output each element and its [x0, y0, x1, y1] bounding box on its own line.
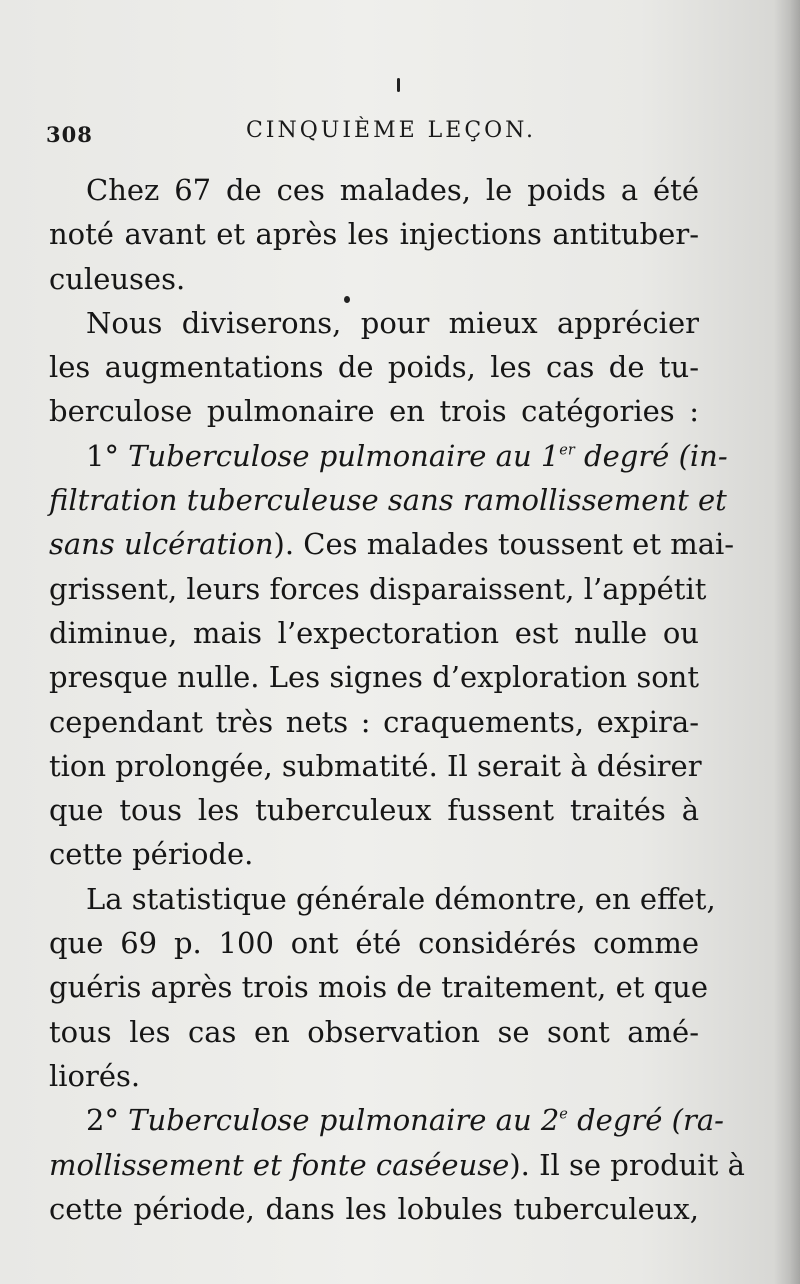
superscript-text: er — [559, 442, 575, 459]
roman-text: diminue, mais l’expectoration est nulle ou — [49, 615, 699, 650]
page-edge-shadow — [774, 0, 800, 1284]
text-line — [49, 434, 728, 478]
text-line — [49, 168, 699, 212]
text-line — [49, 567, 707, 611]
roman-text: guéris après trois mois de traitement, et que — [49, 970, 709, 1005]
roman-text: liorés. — [49, 1058, 141, 1093]
text-line — [49, 700, 699, 744]
roman-text: que tous les tuberculeux fussent traités à — [49, 793, 699, 828]
text-line — [49, 478, 727, 522]
text-line — [49, 655, 699, 699]
roman-text: 2° — [86, 1103, 129, 1138]
italic-text: mollissement et fonte caséeuse — [49, 1147, 510, 1182]
roman-text: La statistique générale démontre, en effet, — [86, 881, 716, 916]
text-line — [49, 744, 702, 788]
ink-speck — [397, 78, 400, 92]
italic-text: Tuberculose pulmonaire au 1 — [128, 438, 560, 473]
text-line — [49, 212, 699, 256]
page-number: 308 — [46, 122, 93, 147]
roman-text: tous les cas en observation se sont amé- — [49, 1014, 699, 1049]
text-line — [49, 301, 699, 345]
roman-text: que 69 p. 100 ont été considérés comme — [49, 926, 699, 961]
roman-text: tion prolongée, submatité. Il serait à désirer — [49, 748, 702, 783]
text-line — [49, 832, 699, 876]
italic-text: Tuberculose pulmonaire au 2 — [128, 1103, 560, 1138]
roman-text: 1° — [86, 438, 129, 473]
roman-text: berculose pulmonaire en trois catégories : — [49, 394, 699, 429]
text-line — [49, 522, 735, 566]
running-head — [46, 118, 736, 152]
text-line — [49, 257, 699, 301]
roman-text: ). Il se produit à — [509, 1147, 745, 1182]
text-line — [49, 611, 699, 655]
roman-text: les augmentations de poids, les cas de tu- — [49, 350, 699, 385]
italic-text: sans ulcération — [49, 527, 274, 562]
roman-text: culeuses. — [49, 261, 186, 296]
text-line — [49, 877, 716, 921]
text-line — [49, 965, 709, 1009]
text-line — [49, 1098, 724, 1142]
text-line — [49, 1187, 699, 1231]
italic-text: degré (in- — [574, 438, 728, 473]
text-line — [49, 389, 699, 433]
roman-text: cette période. — [49, 837, 254, 872]
text-line — [49, 345, 699, 389]
italic-text: degré (ra- — [567, 1103, 724, 1138]
text-line — [49, 921, 699, 965]
body-text — [49, 168, 745, 1231]
text-line — [49, 1054, 699, 1098]
italic-text: filtration tuberculeuse sans ramollissement et — [49, 483, 727, 518]
chapter-title: CINQUIÈME LEÇON. — [245, 118, 537, 143]
roman-text: presque nulle. Les signes d’exploration sont — [49, 660, 699, 695]
roman-text: noté avant et après les injections antituber- — [49, 217, 699, 252]
text-line — [49, 1010, 699, 1054]
roman-text: grissent, leurs forces disparaissent, l’appétit — [49, 571, 707, 606]
superscript-text: e — [559, 1106, 568, 1123]
roman-text: cependant très nets : craquements, expira- — [49, 704, 699, 739]
roman-text: Chez 67 de ces malades, le poids a été — [86, 173, 699, 207]
roman-text: cette période, dans les lobules tuberculeux, — [49, 1191, 699, 1226]
text-line — [49, 1143, 745, 1187]
roman-text: Nous diviserons, pour mieux apprécier — [86, 305, 699, 340]
roman-text: ). Ces malades toussent et mai- — [273, 527, 735, 562]
text-line — [49, 788, 699, 832]
